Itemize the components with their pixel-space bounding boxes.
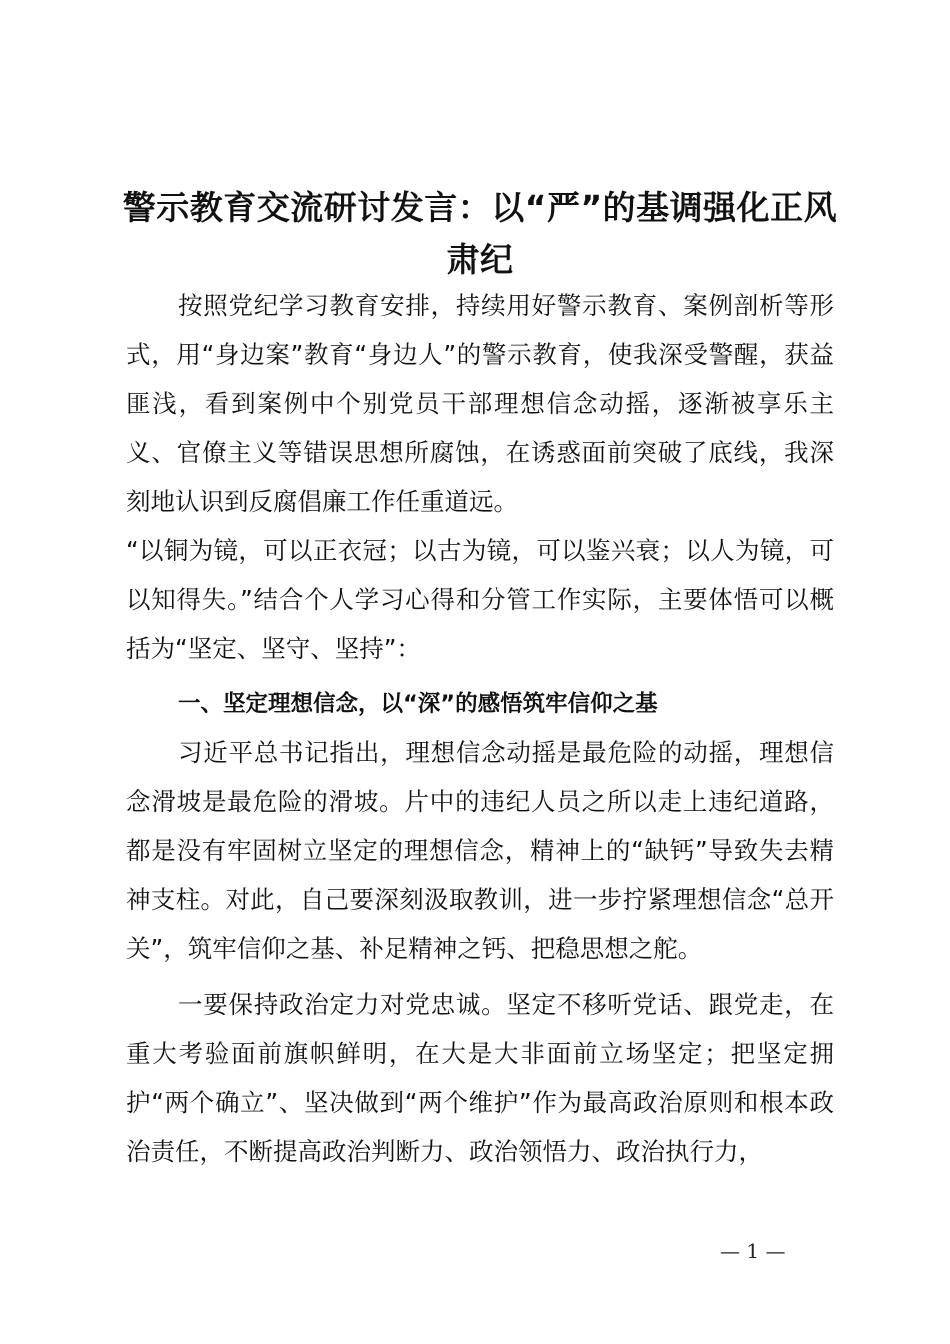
section-paragraph-2: 一要保持政治定力对党忠诚。坚定不移听党话、跟党走，在重大考验面前旗帜鲜明，在大是大非面前立场坚定；把坚定拥护“两个确立”、坚决做到“两个维护”作为最高政治原则和根本政治责任，不断提高政治判断力、政治领悟力、政治执行力， <box>126 990 834 1166</box>
section-paragraph-1: 习近平总书记指出，理想信念动摇是最危险的动摇，理想信念滑坡是最危险的滑坡。片中的违纪人员之所以走上违纪道路，都是没有牢固树立坚定的理想信念，精神上的“缺钙”导致失去精神支柱。对此，自己要深刻汲取教训，进一步拧紧理想信念“总开关”，筑牢信仰之基、补足精神之钙、把稳思想之舵。 <box>126 738 834 963</box>
document-title: 警示教育交流研讨发言：以“严”的基调强化正风肃纪 <box>122 188 838 279</box>
section-heading: 一、坚定理想信念，以“深”的感悟筑牢信仰之基 <box>178 691 658 717</box>
body-paragraph-intro: 按照党纪学习教育安排，持续用好警示教育、案例剖析等形式，用“身边案”教育“身边人”的警示教育，使我深受警醒，获益匪浅，看到案例中个别党员干部理想信念动摇，逐渐被享乐主义、官僚主义等错误思想所腐蚀，在诱惑面前突破了底线，我深刻地认识到反腐倡廉工作任重道远。 <box>126 291 834 516</box>
body-paragraph-quote: “以铜为镜，可以正衣冠；以古为镜，可以鉴兴衰；以人为镜，可以知得失。”结合个人学习心得和分管工作实际，主要体悟可以概括为“坚定、坚守、坚持”： <box>126 536 834 663</box>
page-number: — 1 — <box>720 1239 786 1263</box>
